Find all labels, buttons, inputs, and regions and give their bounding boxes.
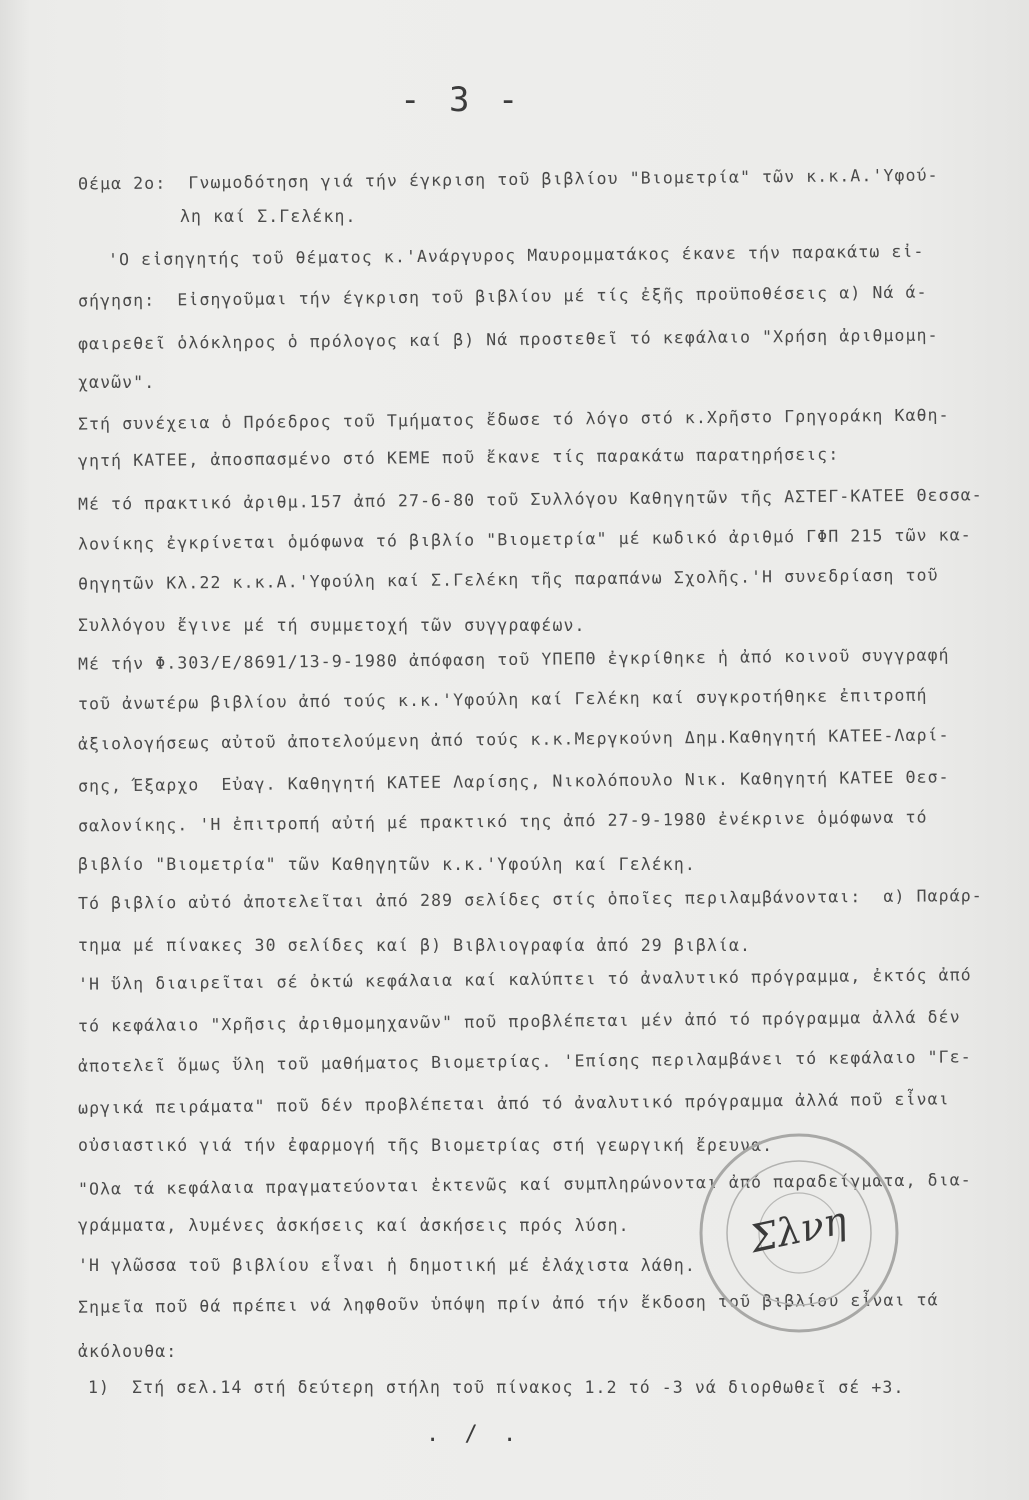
text-line: γητή ΚΑΤΕΕ, ἀποσπασμένο στό ΚΕΜΕ ποῦ ἔκανε τίς παρακάτω παρατηρήσεις:: [77, 444, 840, 471]
text-line: Σημεῖα ποῦ θά πρέπει νά ληφθοῦν ὑπόψη πρίν ἀπό τήν ἔκδοση τοῦ βιβλίου εἶναι τά: [77, 1290, 939, 1317]
text-line: 1) Στή σελ.14 στή δεύτερη στήλη τοῦ πίνακος 1.2 τό -3 νά διορθωθεῖ σέ +3.: [88, 1378, 905, 1397]
text-line: Τό βιβλίο αὐτό ἀποτελεῖται ἀπό 289 σελίδες στίς ὁποῖες περιλαμβάνονται: α) Παράρ-: [77, 886, 983, 913]
text-line: σήγηση: Εἰσηγοῦμαι τήν έγκριση τοῦ βιβλίου μέ τίς ἐξῆς προϋποθέσεις α) Νά ά-: [77, 282, 928, 311]
text-line: τό κεφάλαιο "Χρῆσις ἀριθμομηχανῶν" ποῦ προβλέπεται μέν ἀπό τό πρόγραμμα ἀλλά δέν: [77, 1007, 961, 1036]
text-line: Μέ τό πρακτικό ἀριθμ.157 ἀπό 27-6-80 τοῦ Συλλόγου Καθηγητῶν τῆς ΑΣΤΕΓ-ΚΑΤΕΕ Θεσσα-: [77, 485, 983, 514]
text-line: Συλλόγου ἔγινε μέ τή συμμετοχή τῶν συγγραφέων.: [78, 616, 586, 635]
text-line: ἀκόλουθα:: [78, 1342, 178, 1361]
text-line: λη καί Σ.Γελέκη.: [180, 207, 357, 226]
text-line: ωργικά πειράματα" ποῦ δέν προβλέπεται ἀπό τό ἀναλυτικό πρόγραμμα ἀλλά ποῦ εἶναι: [77, 1089, 950, 1118]
text-line: Στή συνέχεια ὁ Πρόεδρος τοῦ Τμήματος ἔδωσε τό λόγο στό κ.Χρῆστο Γρηγοράκη Καθη-: [77, 405, 950, 434]
text-line: Θέμα 2ο: Γνωμοδότηση γιά τήν έγκριση τοῦ βιβλίου "Βιομετρία" τῶν κ.κ.Α.'Υφού-: [77, 165, 939, 194]
text-line: χανῶν".: [78, 373, 156, 392]
text-line: σαλονίκης. 'Η ἐπιτροπή αὐτή μέ πρακτικό της ἀπό 27-9-1980 ἐνέκρινε ὁμόφωνα τό: [77, 807, 928, 836]
text-line: τοῦ ἀνωτέρω βιβλίου ἀπό τούς κ.κ.'Υφούλη καί Γελέκη καί συγκροτήθηκε ἐπιτροπή: [77, 685, 928, 714]
text-line: 'Ο εἰσηγητής τοῦ θέματος κ.'Ανάργυρος Μαυρομματάκος έκανε τήν παρακάτω εἰ-: [107, 241, 925, 270]
text-line: λονίκης ἐγκρίνεται ὁμόφωνα τό βιβλίο "Βιομετρία" μέ κωδικό ἀριθμό ΓΦΠ 215 τῶν κα-: [77, 525, 972, 554]
text-line: ἀξιολογήσεως αὐτοῦ ἀποτελούμενη ἀπό τούς κ.κ.Μεργκούνη Δημ.Καθηγητή ΚΑΤΕΕ-Λαρί-: [77, 725, 950, 754]
text-line: σης, Έξαρχο Εὐαγ. Καθηγητή ΚΑΤΕΕ Λαρίσης, Νικολόπουλο Νικ. Καθηγητή ΚΑΤΕΕ Θεσ-: [77, 767, 950, 796]
continuation-mark: . / .: [426, 1422, 523, 1447]
text-line: βιβλίο "Βιομετρία" τῶν Καθηγητῶν κ.κ.'Υφούλη καί Γελέκη.: [78, 855, 696, 874]
official-stamp: [694, 1128, 904, 1338]
page-number: - 3 -: [400, 80, 523, 120]
text-line: "Ολα τά κεφάλαια πραγματεύονται ἐκτενῶς καί συμπληρώνονται ἀπό παραδείγματα, δια-: [77, 1170, 972, 1199]
signature: Σλνη: [746, 1197, 851, 1262]
text-line: Μέ τήν Φ.303/Ε/8691/13-9-1980 ἀπόφαση τοῦ ΥΠΕΠΘ ἐγκρίθηκε ἡ ἀπό κοινοῦ συγγραφή: [77, 645, 950, 674]
text-line: 'Η γλῶσσα τοῦ βιβλίου εἶναι ἡ δημοτική μέ ἐλάχιστα λάθη.: [78, 1256, 696, 1275]
text-line: οὐσιαστικό γιά τήν ἐφαρμογή τῆς Βιομετρίας στή γεωργική ἔρευνα.: [78, 1136, 774, 1155]
text-line: ἀποτελεῖ ὅμως ὕλη τοῦ μαθήματος Βιομετρίας. 'Επίσης περιλαμβάνει τό κεφάλαιο "Γε-: [77, 1047, 972, 1076]
text-line: φαιρεθεῖ ὁλόκληρος ὁ πρόλογος καί β) Νά προστεθεῖ τό κεφάλαιο "Χρήση ἀριθμομη-: [77, 325, 939, 354]
text-line: θηγητῶν Κλ.22 κ.κ.Α.'Υφούλη καί Σ.Γελέκη τῆς παραπάνω Σχολῆς.'Η συνεδρίαση τοῦ: [77, 565, 939, 594]
text-line: 'Η ὕλη διαιρεῖται σέ ὀκτώ κεφάλαια καί καλύπτει τό ἀναλυτικό πρόγραμμα, ἐκτός ἀπό: [77, 965, 972, 994]
text-line: τημα μέ πίνακες 30 σελίδες καί β) Βιβλιογραφία ἀπό 29 βιβλία.: [78, 936, 752, 955]
text-line: γράμματα, λυμένες ἀσκήσεις καί ἀσκήσεις πρός λύση.: [78, 1216, 630, 1235]
